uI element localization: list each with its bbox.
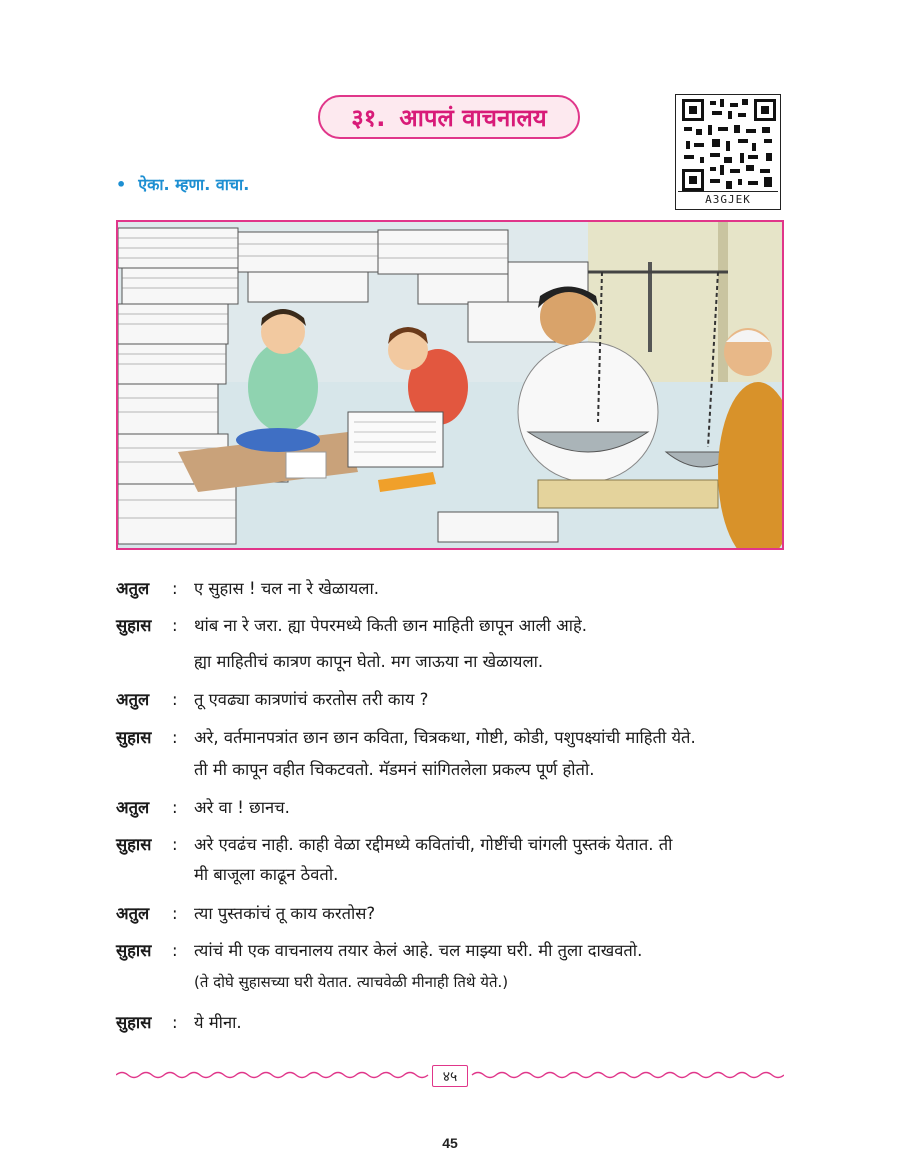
speaker-colon: : — [172, 835, 178, 854]
speaker-colon: : — [172, 941, 178, 960]
speaker: सुहास — [116, 728, 152, 747]
speaker: अतुल — [116, 579, 150, 598]
speaker: सुहास — [116, 941, 152, 960]
qr-code-label: A3GJEK — [678, 191, 778, 207]
speaker-colon: : — [172, 616, 178, 635]
dialogue-text: ह्या माहितीचं कात्रण कापून घेतो. मग जाऊया ना खेळायला. — [194, 652, 544, 671]
speaker-colon: : — [172, 1013, 178, 1032]
speaker: सुहास — [116, 616, 152, 635]
dialogue-text: अरे वा ! छानच. — [194, 798, 290, 817]
dialogue-text: अरे, वर्तमानपत्रांत छान छान कविता, चित्रकथा, गोष्टी, कोडी, पशुपक्ष्यांची माहिती येते. — [194, 728, 696, 747]
speaker: अतुल — [116, 690, 150, 709]
dialogue-text: तू एवढ्या कात्रणांचं करतोस तरी काय ? — [194, 690, 429, 709]
instruction-bullet: • — [116, 175, 127, 194]
qr-code[interactable] — [675, 94, 781, 210]
speaker-colon: : — [172, 690, 178, 709]
speaker-colon: : — [172, 904, 178, 923]
speaker: अतुल — [116, 798, 150, 817]
page-number: 45 — [442, 1135, 458, 1151]
scrap-shop-illustration — [118, 222, 782, 548]
instruction-text: ऐका. म्हणा. वाचा. — [138, 175, 250, 194]
dialogue-text: ती मी कापून वहीत चिकटवतो. मॅडमनं सांगितलेला प्रकल्प पूर्ण होतो. — [194, 760, 595, 779]
dialogue-text: ये मीना. — [194, 1013, 242, 1032]
page-number-marathi: ४५ — [432, 1065, 468, 1087]
speaker-colon: : — [172, 579, 178, 598]
stage-direction-text: (ते दोघे सुहासच्या घरी येतात. त्याचवेळी मीनाही तिथे येते.) — [194, 973, 509, 991]
qr-code-icon — [682, 99, 776, 191]
lesson-title: आपलं वाचनालय — [399, 103, 547, 132]
lesson-number: ३१. — [351, 103, 386, 132]
illustration — [116, 220, 784, 550]
instruction — [116, 173, 249, 195]
dialogue-text: अरे एवढंच नाही. काही वेळा रद्दीमध्ये कवितांची, गोष्टींची चांगली पुस्तकं येतात. ती — [194, 835, 673, 854]
dialogue-text: त्या पुस्तकांचं तू काय करतोस? — [194, 904, 376, 923]
speaker: अतुल — [116, 904, 150, 923]
dialogue-text: थांब ना रे जरा. ह्या पेपरमध्ये किती छान माहिती छापून आली आहे. — [194, 616, 588, 635]
speaker: सुहास — [116, 1013, 152, 1032]
speaker: सुहास — [116, 835, 152, 854]
speaker-colon: : — [172, 798, 178, 817]
lesson-title-box — [318, 95, 580, 139]
dialogue-text: ए सुहास ! चल ना रे खेळायला. — [194, 579, 379, 598]
dialogue-text: मी बाजूला काढून ठेवतो. — [194, 865, 339, 884]
speaker-colon: : — [172, 728, 178, 747]
dialogue-text: त्यांचं मी एक वाचनालय तयार केलं आहे. चल माझ्या घरी. मी तुला दाखवतो. — [194, 941, 643, 960]
